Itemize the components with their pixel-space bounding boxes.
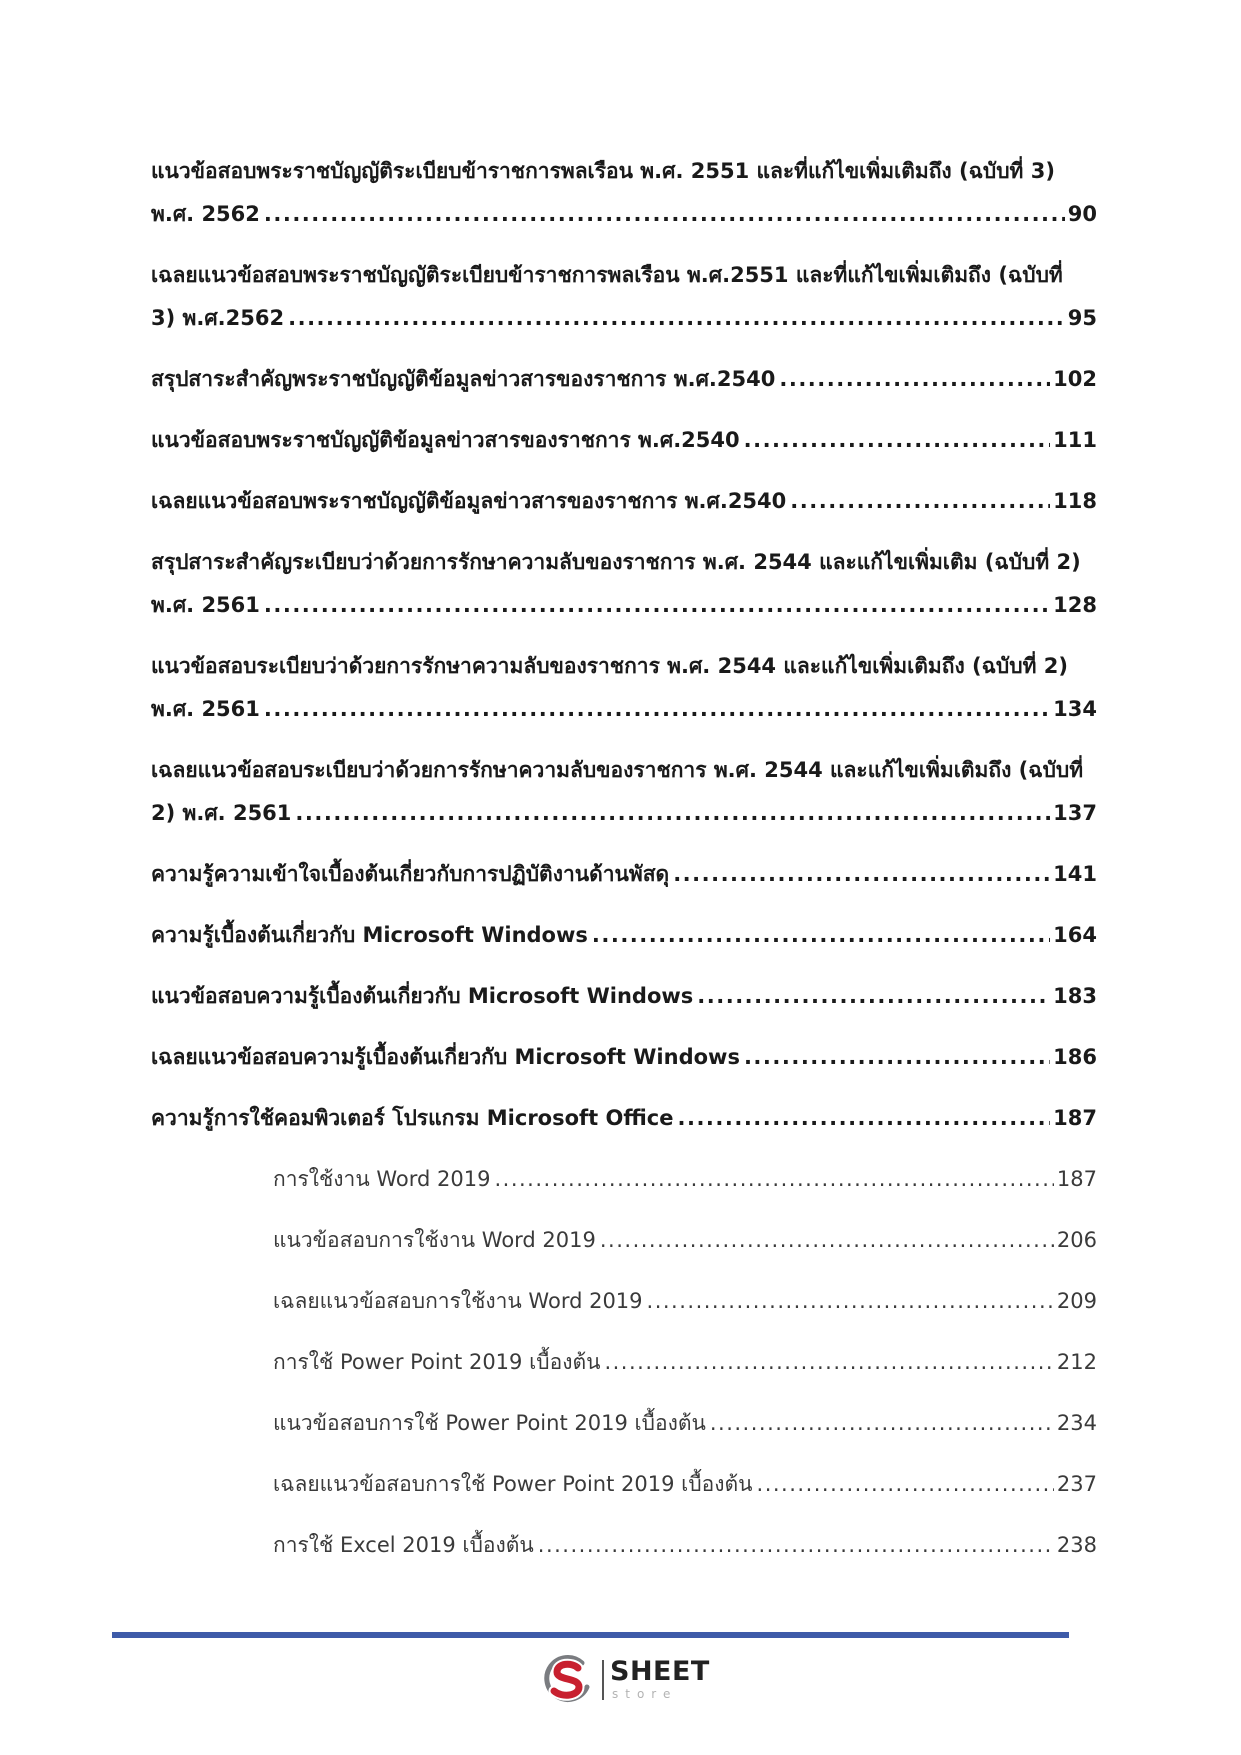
toc-entry-page-number: 128	[1053, 593, 1097, 617]
toc-entry-title-line: 2) พ.ศ. 2561	[151, 801, 292, 825]
toc-entry-title-line: พ.ศ. 2562	[151, 202, 260, 226]
toc-entry-page-number: 164	[1053, 923, 1097, 947]
leader-dots	[592, 914, 1050, 957]
toc-sub-entry-title: เฉลยแนวข้อสอบการใช้งาน Word 2019	[273, 1289, 643, 1313]
toc-entry-page-number: 183	[1053, 984, 1097, 1008]
leader-dots	[604, 1341, 1053, 1384]
toc-entry-page-number: 134	[1053, 697, 1097, 721]
toc-entry-last-line	[151, 358, 1097, 401]
toc-entry-last-line	[151, 193, 1097, 236]
leader-dots	[673, 853, 1050, 896]
footer-logo	[542, 1652, 714, 1706]
toc-entry-last-line	[151, 584, 1097, 627]
toc-sub-entry-title: แนวข้อสอบการใช้งาน Word 2019	[273, 1228, 596, 1252]
toc-entry-title-line: แนวข้อสอบระเบียบว่าด้วยการรักษาความลับของราชการ พ.ศ. 2544 และแก้ไขเพิ่มเติมถึง (ฉบับที่ 2)	[151, 654, 1068, 678]
toc-sub-entry-page-number: 187	[1056, 1167, 1097, 1191]
logo-brand-subtext: store	[612, 1687, 678, 1701]
toc-sub-entry	[273, 1219, 1097, 1262]
toc-entry-last-line	[151, 688, 1097, 731]
toc-sub-entry	[273, 1524, 1097, 1567]
leader-dots	[757, 1463, 1054, 1506]
toc-sub-entry-title: เฉลยแนวข้อสอบการใช้ Power Point 2019 เบื้องต้น	[273, 1472, 753, 1496]
toc-entry-title-line: ความรู้ความเข้าใจเบื้องต้นเกี่ยวกับการปฏิบัติงานด้านพัสดุ	[151, 862, 670, 886]
toc-entry-title-line: แนวข้อสอบความรู้เบื้องต้นเกี่ยวกับ Microsoft Windows	[151, 984, 694, 1008]
toc-sub-entry-page-number: 212	[1056, 1350, 1097, 1374]
toc-entry-title-line: 3) พ.ศ.2562	[151, 306, 285, 330]
logo-divider	[602, 1660, 604, 1700]
toc-entry	[151, 150, 1097, 236]
leader-dots	[744, 419, 1051, 462]
toc-sub-entry-title: การใช้ Power Point 2019 เบื้องต้น	[273, 1350, 601, 1374]
toc-entry-page-number: 111	[1053, 428, 1097, 452]
toc-entry-title-line: เฉลยแนวข้อสอบพระราชบัญญัติระเบียบข้าราชการพลเรือน พ.ศ.2551 และที่แก้ไขเพิ่มเติมถึง (ฉบับที่	[151, 263, 1063, 287]
toc-sub-entry-title: การใช้ Excel 2019 เบื้องต้น	[273, 1533, 534, 1557]
leader-dots	[264, 584, 1050, 627]
leader-dots	[710, 1402, 1054, 1445]
leader-dots	[288, 297, 1065, 340]
toc-entry-title-line: แนวข้อสอบพระราชบัญญัติข้อมูลข่าวสารของราชการ พ.ศ.2540	[151, 428, 740, 452]
leader-dots	[295, 792, 1050, 835]
toc-sub-entry-line	[273, 1524, 1097, 1567]
leader-dots	[697, 975, 1050, 1018]
toc-entry-page-number: 118	[1053, 489, 1097, 513]
toc-entry	[151, 419, 1097, 462]
toc-sub-entry-line	[273, 1280, 1097, 1323]
leader-dots	[494, 1158, 1053, 1201]
toc-sub-entry-page-number: 234	[1056, 1411, 1097, 1435]
toc-sub-entry-line	[273, 1219, 1097, 1262]
sheetstore-s-logo-icon	[542, 1654, 594, 1708]
toc-entry-page-number: 141	[1053, 862, 1097, 886]
toc-entry-title-line: แนวข้อสอบพระราชบัญญัติระเบียบข้าราชการพลเรือน พ.ศ. 2551 และที่แก้ไขเพิ่มเติมถึง (ฉบับที่ 3)	[151, 159, 1055, 183]
leader-dots	[600, 1219, 1054, 1262]
toc-sub-entry	[273, 1463, 1097, 1506]
toc-entry-page-number: 90	[1067, 202, 1097, 226]
toc-entry-page-number: 187	[1053, 1106, 1097, 1130]
toc-entry-last-line	[151, 914, 1097, 957]
toc-entry-title-line: สรุปสาระสำคัญระเบียบว่าด้วยการรักษาความลับของราชการ พ.ศ. 2544 และแก้ไขเพิ่มเติม (ฉบับที่ 2)	[151, 550, 1081, 574]
toc-entry-page-number: 95	[1067, 306, 1097, 330]
toc-entry	[151, 645, 1097, 731]
toc-sub-entry	[273, 1341, 1097, 1384]
toc-sub-entry-line	[273, 1341, 1097, 1384]
toc-entry	[151, 254, 1097, 340]
toc-sub-entry-title: แนวข้อสอบการใช้ Power Point 2019 เบื้องต้น	[273, 1411, 706, 1435]
toc-entry-page-number: 102	[1053, 367, 1097, 391]
toc-sub-entry-page-number: 206	[1056, 1228, 1097, 1252]
toc-entry-last-line	[151, 975, 1097, 1018]
toc-entry-title-line: ความรู้เบื้องต้นเกี่ยวกับ Microsoft Windows	[151, 923, 588, 947]
toc-entry	[151, 749, 1097, 835]
leader-dots	[264, 688, 1050, 731]
toc-entry-last-line	[151, 419, 1097, 462]
leader-dots	[647, 1280, 1054, 1323]
toc-entry-title-line: เฉลยแนวข้อสอบความรู้เบื้องต้นเกี่ยวกับ Microsoft Windows	[151, 1045, 740, 1069]
toc-sub-entry	[273, 1280, 1097, 1323]
toc-entry	[151, 975, 1097, 1018]
leader-dots	[264, 193, 1065, 236]
toc-sub-entry-line	[273, 1158, 1097, 1201]
toc-entry-page-number: 137	[1053, 801, 1097, 825]
toc-entry-last-line	[151, 480, 1097, 523]
leader-dots	[538, 1524, 1054, 1567]
toc-sub-entry	[273, 1402, 1097, 1445]
leader-dots	[677, 1097, 1050, 1140]
toc-entry	[151, 853, 1097, 896]
toc-sub-entry	[273, 1158, 1097, 1201]
toc-entry-title-line: สรุปสาระสำคัญพระราชบัญญัติข้อมูลข่าวสารของราชการ พ.ศ.2540	[151, 367, 776, 391]
toc-sub-entry-line	[273, 1402, 1097, 1445]
leader-dots	[790, 480, 1050, 523]
logo-brand-text: SHEET	[610, 1656, 710, 1687]
toc-entry	[151, 1036, 1097, 1079]
leader-dots	[779, 358, 1050, 401]
toc-sub-entry-page-number: 238	[1056, 1533, 1097, 1557]
toc-entry-title-line: พ.ศ. 2561	[151, 697, 260, 721]
toc-entry-title-line: ความรู้การใช้คอมพิวเตอร์ โปรแกรม Microsoft Office	[151, 1106, 674, 1130]
toc-entry-last-line	[151, 1036, 1097, 1079]
table-of-contents	[151, 150, 1097, 1585]
toc-sub-entry-line	[273, 1463, 1097, 1506]
toc-entry	[151, 914, 1097, 957]
toc-entry-title-line: เฉลยแนวข้อสอบระเบียบว่าด้วยการรักษาความลับของราชการ พ.ศ. 2544 และแก้ไขเพิ่มเติมถึง (ฉบับที่	[151, 758, 1084, 782]
toc-entry-title-line: เฉลยแนวข้อสอบพระราชบัญญัติข้อมูลข่าวสารของราชการ พ.ศ.2540	[151, 489, 787, 513]
toc-entry	[151, 541, 1097, 627]
toc-entry	[151, 1097, 1097, 1140]
toc-entry-last-line	[151, 853, 1097, 896]
toc-entry-last-line	[151, 1097, 1097, 1140]
toc-sub-entry-title: การใช้งาน Word 2019	[273, 1167, 491, 1191]
footer-rule	[112, 1632, 1069, 1638]
toc-entry	[151, 480, 1097, 523]
toc-entry-page-number: 186	[1053, 1045, 1097, 1069]
toc-entry	[151, 358, 1097, 401]
leader-dots	[744, 1036, 1050, 1079]
toc-entry-title-line: พ.ศ. 2561	[151, 593, 260, 617]
toc-entry-last-line	[151, 792, 1097, 835]
toc-sub-entry-page-number: 209	[1056, 1289, 1097, 1313]
toc-entry-last-line	[151, 297, 1097, 340]
toc-sub-entry-page-number: 237	[1056, 1472, 1097, 1496]
